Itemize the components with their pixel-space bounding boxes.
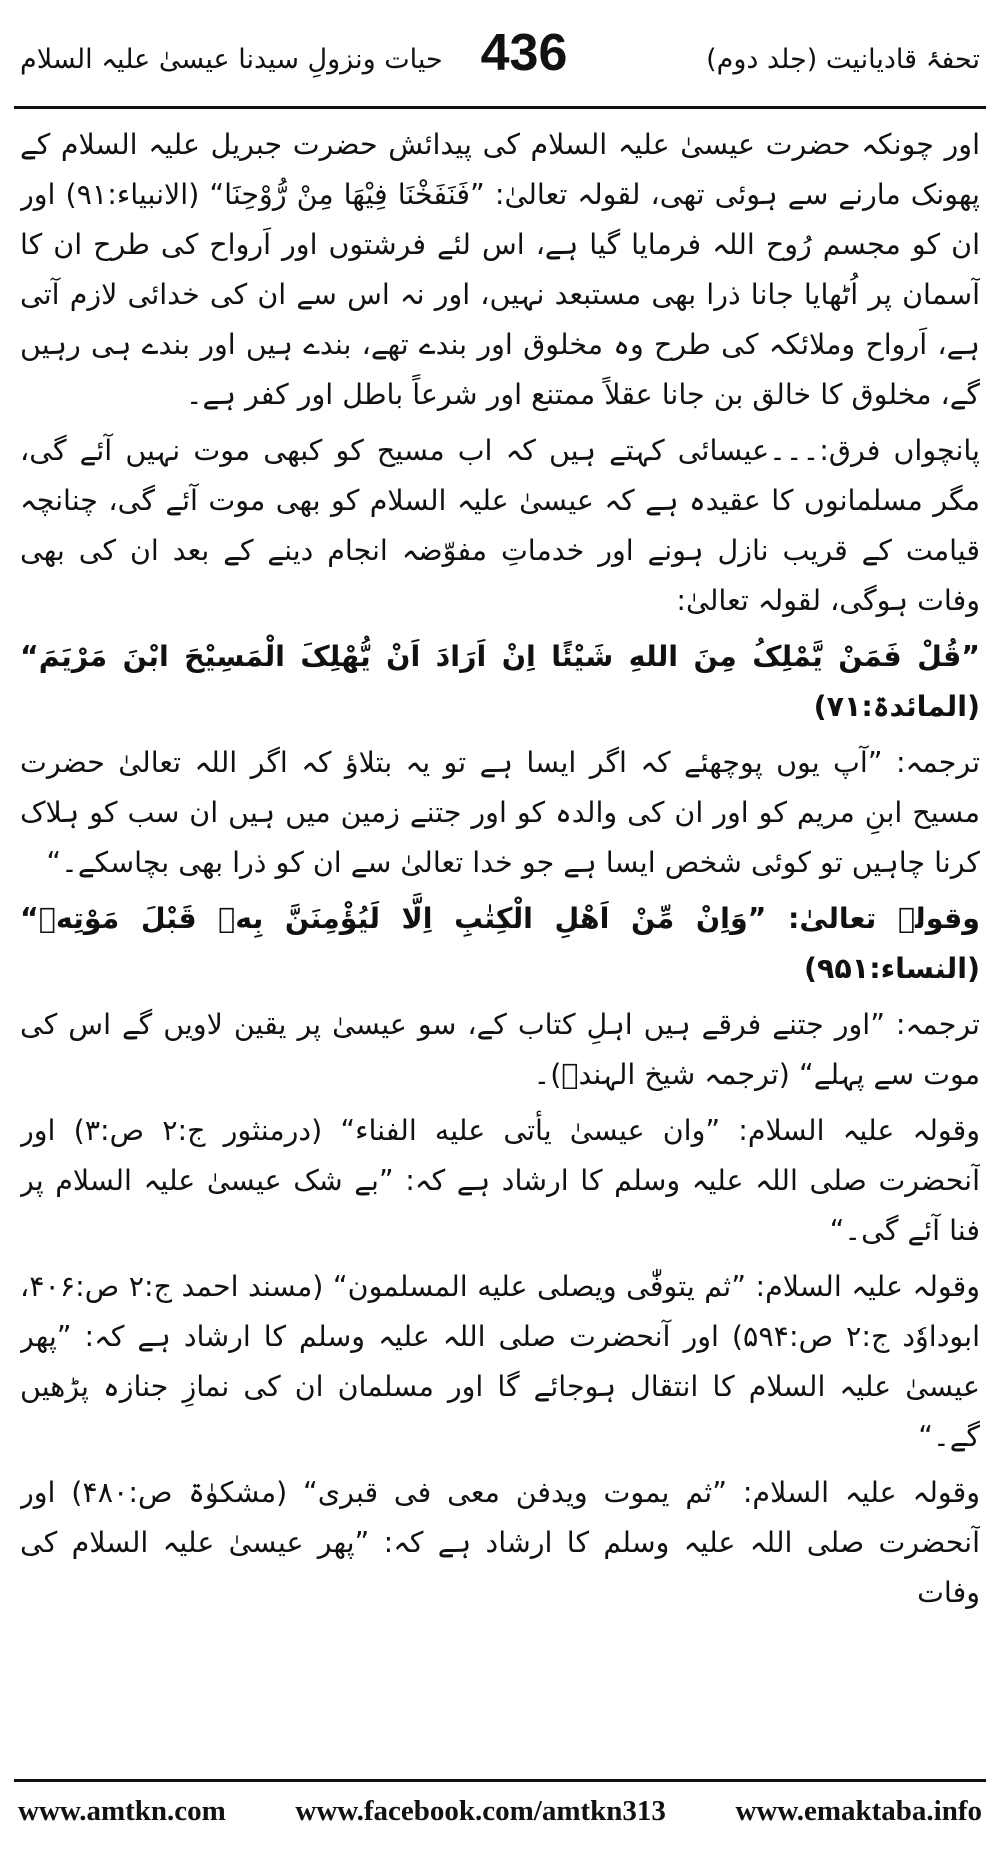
translation: ترجمہ: ”اور جتنے فرقے ہیں اہلِ کتاب کے، سو عیسیٰ پر یقین لاویں گے اس کی موت سے پہلے“ (ترجمہ شیخ الہندؒ)۔ [20, 1008, 980, 1091]
page-number: 436 [480, 24, 568, 82]
hadith: وقولہ علیہ السلام: ”ثم یموت ویدفن معی فی قبری“ (مشکوٰۃ ص:۴۸۰) اور آنحضرت صلی اللہ علیہ وسلم کا ارشاد ہے کہ: ”پھر عیسیٰ علیہ السلام کی وفات [20, 1476, 980, 1609]
footer-link[interactable]: www.facebook.com/amtkn313 [295, 1794, 666, 1827]
quran-verse: ”قُلْ فَمَنْ یَّمْلِکُ مِنَ اللهِ شَیْئًا اِنْ اَرَادَ اَنْ یُّھْلِکَ الْمَسِیْحَ ابْنَ مَرْیَمَ“ (المائدۃ:۷۱) [20, 640, 980, 723]
hadith: وقولہ علیہ السلام: ”ثم یتوفّٰی ویصلی علیه المسلمون“ (مسند احمد ج:۲ ص:۴۰۶، ابوداوٗد ج:۲ ص:۵۹۴) اور آنحضرت صلی اللہ علیہ وسلم کا ارشاد ہے کہ: ”پھر عیسیٰ علیہ السلام کا انتقال ہوجائے گا اور مسلمان ان کی نمازِ جنازہ پڑھیں گے۔“ [20, 1270, 980, 1453]
quran-verse: وقولہ تعالیٰ: ”وَاِنْ مِّنْ اَھْلِ الْکِتٰبِ اِلَّا لَیُؤْمِنَنَّ بِهٖ قَبْلَ مَوْتِهٖ“ (النساء:۹۵۱) [20, 902, 980, 985]
paragraph: اور چونکہ حضرت عیسیٰ علیہ السلام کی پیدائش حضرت جبریل علیہ السلام کے پھونک مارنے سے ہوئی تھی، لقولہ تعالیٰ: ”فَنَفَخْنَا فِیْھَا مِنْ رُّوْحِنَا“ (الانبیاء:۹۱) اور ان کو مجسم رُوح اللہ فرمایا گیا ہے، اس لئے فرشتوں اور اَرواح کی طرح ان کا آسمان پر اُٹھایا جانا ذرا بھی مستبعد نہیں، اور نہ اس سے ان کی خدائی لازم آتی ہے، اَرواح وملائکہ کی طرح وہ مخلوق اور بندے تھے، بندے ہیں اور بندے ہی رہیں گے، مخلوق کا خالق بن جانا عقلاً ممتنع اور شرعاً باطل اور کفر ہے۔ [20, 128, 980, 411]
page-footer [14, 1779, 986, 1840]
page-body [20, 120, 980, 1770]
hadith: وقولہ علیہ السلام: ”وان عیسیٰ یأتی علیه الفناء“ (درمنثور ج:۲ ص:۳) اور آنحضرت صلی اللہ علیہ وسلم کا ارشاد ہے کہ: ”بے شک عیسیٰ علیہ السلام پر فنا آئے گی۔“ [20, 1114, 980, 1247]
chapter-title: حیات ونزولِ سیدنا عیسیٰ علیہ السلام [20, 44, 443, 75]
paragraph: پانچواں فرق:۔۔۔عیسائی کہتے ہیں کہ اب مسیح کو کبھی موت نہیں آئے گی، مگر مسلمانوں کا عقیدہ ہے کہ عیسیٰ علیہ السلام کو بھی موت آئے گی، چنانچہ قیامت کے قریب نازل ہونے اور خدماتِ مفوّضہ انجام دینے کے بعد ان کی بھی وفات ہوگی، لقولہ تعالیٰ: [20, 434, 980, 617]
footer-link[interactable]: www.emaktaba.info [735, 1794, 982, 1827]
book-title: تحفۂ قادیانیت (جلد دوم) [706, 44, 980, 75]
page-header [14, 14, 986, 109]
footer-link[interactable]: www.amtkn.com [18, 1794, 226, 1827]
translation: ترجمہ: ”آپ یوں پوچھئے کہ اگر ایسا ہے تو یہ بتلاؤ کہ اگر اللہ تعالیٰ حضرت مسیح ابنِ مریم کو اور ان کی والدہ کو اور جتنے زمین میں ہیں ان سب کو ہلاک کرنا چاہیں تو کوئی شخص ایسا ہے جو خدا تعالیٰ سے ان کو ذرا بھی بچاسکے۔“ [20, 746, 980, 879]
